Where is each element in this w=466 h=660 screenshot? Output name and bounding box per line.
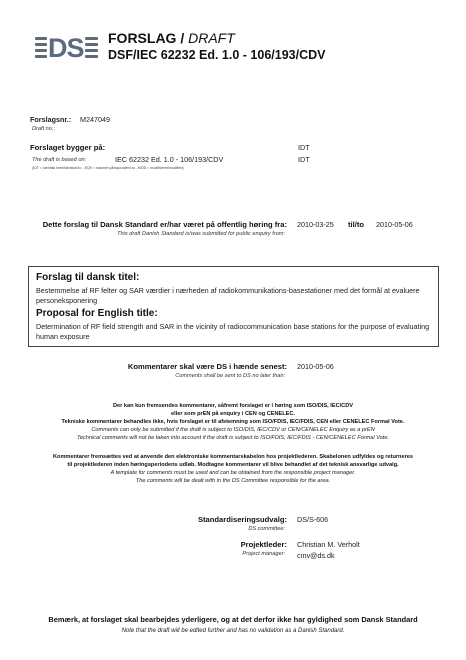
- notice1-line4: Comments can only be submitted if the draft is subject to ISO/DIS, IEC/CDV or CEN/CENELEC Enquiry as a prEN: [91, 427, 375, 433]
- danish-title-heading: Forslag til dansk titel:: [36, 272, 140, 283]
- notice2-line2: til projektlederen inden høringsperiodens udløb. Modtagne kommentarer vil blive behandlet af det teknisk ansvarlige udvalg.: [67, 462, 399, 468]
- project-manager-email[interactable]: cmv@ds.dk: [297, 551, 335, 560]
- proposal-no-value: M247049: [80, 115, 110, 124]
- document-title: [108, 30, 235, 46]
- title-bold: FORSLAG /: [108, 30, 189, 46]
- comments-deadline-value: 2010-05-06: [297, 362, 334, 371]
- committee-label-en: DS committee:: [248, 526, 285, 532]
- proposal-no-label: Forslagsnr.:: [30, 115, 72, 124]
- notice2-line1: Kommentarer fremsættes ved at anvende den elektroniske kommentarskabelon hos projektlederen. Skabelonen udfyldes og returneres: [53, 454, 413, 460]
- notice1-line1: Der kan kun fremsendes kommentarer, såfremt forslaget er i høring som ISO/DIS, IEC/CDV: [113, 403, 353, 409]
- project-manager-label-en: Project manager:: [242, 551, 285, 557]
- english-title-text: Determination of RF field strength and SAR in the vicinity of radiocommunication base stations for the purpose of evaluating human exposure: [36, 322, 430, 341]
- comments-deadline-label-en: Comments shall be sent to DS no later than:: [175, 373, 285, 379]
- proposal-no-label-en: Draft no.:: [32, 126, 56, 132]
- committee-label: Standardiseringsudvalg:: [197, 515, 287, 524]
- enquiry-to: 2010-05-06: [376, 220, 413, 229]
- comments-deadline-label: Kommentarer skal være DS i hænde senest:: [127, 362, 287, 371]
- enquiry-label: Dette forslag til Dansk Standard er/har været på offentlig høring fra:: [42, 220, 287, 229]
- based-on-label-en: The draft is based on:: [32, 157, 87, 163]
- project-manager-name: Christian M. Verholt: [297, 540, 360, 549]
- document-subtitle: DSF/IEC 62232 Ed. 1.0 - 106/193/CDV: [108, 48, 326, 62]
- logo-text: DS: [48, 33, 84, 63]
- footer-notice: Bemærk, at forslaget skal bearbejdes yderligere, og at det derfor ikke har gyldighed som Dansk Standard: [48, 615, 418, 624]
- enquiry-from: 2010-03-25: [297, 220, 334, 229]
- notice1-line2: eller som prEN på enquiry i CEN og CENELEC.: [170, 411, 296, 417]
- enquiry-to-label: til/to: [348, 220, 365, 229]
- enquiry-label-en: This draft Danish Standard is/was submitted for public enquiry from:: [117, 231, 285, 237]
- notice1-line3: Tekniske kommentarer behandles ikke, hvis forslaget er til afstemning som ISO/FDIS, IEC/FDIS, CEN eller CENELEC Formal Vote.: [61, 419, 405, 425]
- ds-logo: [35, 33, 99, 69]
- footer-notice-en: Note that the draft will be edited further and has no validation as a Danish Standard.: [121, 628, 345, 634]
- notice2-line3: A template for comments must be used and can be obtained from the responsible project manager.: [110, 470, 356, 476]
- equivalence-legend: (IDT = identisk med/identical to - EQV = baseret på/equivalent to - MOD = modificeret/modified): [32, 166, 184, 170]
- notice1-line5: Technical comments will not be taken into account if the draft is subject to ISO/FDIS, IEC/FDIS - CEN/CENELEC Formal Vote.: [76, 435, 390, 441]
- based-on-code-2: IDT: [298, 155, 310, 164]
- title-italic: DRAFT: [188, 30, 235, 46]
- based-on-label: Forslaget bygger på:: [30, 143, 106, 152]
- project-manager-label: Projektleder:: [240, 540, 287, 549]
- based-on-code-1: IDT: [298, 143, 310, 152]
- danish-title-text: Bestemmelse af RF felter og SAR værdier i nærheden af radiokommunikations-basestationer med det formål at evaluere personeksponering: [36, 286, 420, 305]
- based-on-value: IEC 62232 Ed. 1.0 - 106/193/CDV: [115, 155, 224, 164]
- notice2-line4: The comments will be dealt with in the DS Committee responsible for the area.: [135, 478, 331, 484]
- english-title-heading: Proposal for English title:: [36, 308, 158, 319]
- title-box: [28, 266, 439, 347]
- committee-value: DS/S-606: [297, 515, 329, 524]
